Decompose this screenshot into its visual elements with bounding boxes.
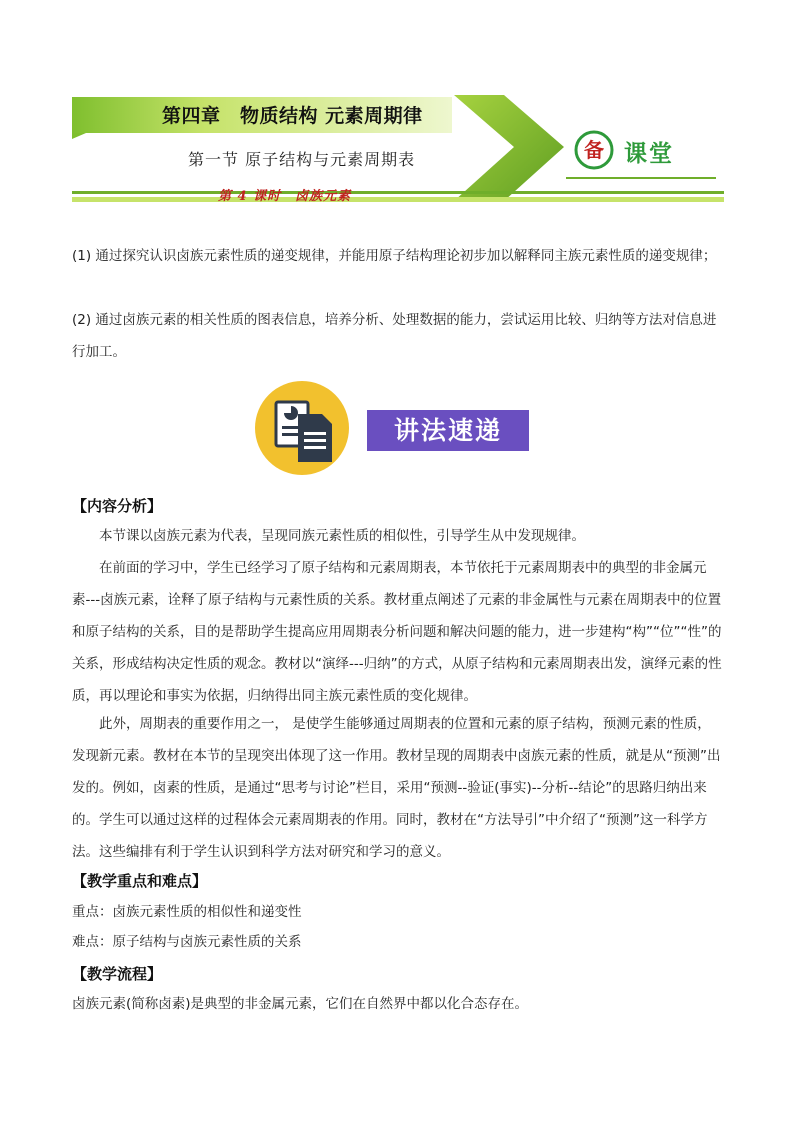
- objective-1: (1) 通过探究认识卤族元素性质的递变规律，并能用原子结构理论初步加以解释同主族元素性质的递变规律；: [72, 248, 717, 264]
- content-paragraph-2: 在前面的学习中，学生已经学习了原子结构和元素周期表，本节依托于元素周期表中的典型的非金属元素---卤族元素，诠释了原子结构与元素性质的关系。教材重点阐述了元素的非金属性与元素在周期表中的位置和原子结构的关系，目的是帮助学生提高应用周期表分析问题和解决问题的能力，进一步建构“构”“位”“性”的关系，形成结构决定性质的观念。教材以“演绎---归纳”的方式，从原子结构和元素周期表出发，演绎元素的性质，再以理论和事实为依据，归纳得出同主族元素性质的变化规律。: [72, 560, 722, 704]
- content-analysis-heading: 【内容分析】: [72, 497, 163, 515]
- key-focus: 重点：卤族元素性质的相似性和递变性: [72, 904, 302, 920]
- key-points-heading: 【教学重点和难点】: [72, 872, 208, 890]
- header-banner: [72, 95, 724, 205]
- chapter-title: 第四章 物质结构 元素周期律: [162, 105, 423, 127]
- lecture-label: 讲法速递: [367, 410, 529, 451]
- content-paragraph-1: 本节课以卤族元素为代表，呈现同族元素性质的相似性，引导学生从中发现规律。: [99, 528, 585, 544]
- flow-text: 卤族元素(简称卤素)是典型的非金属元素，它们在自然界中都以化合态存在。: [72, 996, 529, 1012]
- objective-2: (2) 通过卤族元素的相关性质的图表信息，培养分析、处理数据的能力，尝试运用比较、归纳等方法对信息进行加工。: [72, 312, 717, 360]
- key-difficulty: 难点：原子结构与卤族元素性质的关系: [72, 934, 302, 950]
- content-paragraph-3: 此外，周期表的重要作用之一， 是使学生能够通过周期表的位置和元素的原子结构，预测元素的性质，发现新元素。教材在本节的呈现突出体现了这一作用。教材呈现的周期表中卤族元素的性质，就是从“预测”出发的。例如，卤素的性质，是通过“思考与讨论”栏目，采用“预测--验证(事实)--分析--结论”的思路归纳出来的。学生可以通过这样的过程体会元素周期表的作用。同时，教材在“方法导引”中介绍了“预测”这一科学方法。这些编排有利于学生认识到科学方法对研究和学习的意义。: [72, 716, 721, 860]
- lesson-title: 第 4 课时 卤族元素: [218, 189, 352, 204]
- document-icon: [254, 380, 354, 484]
- brand-text: 课堂: [624, 141, 674, 167]
- section-title: 第一节 原子结构与元素周期表: [188, 150, 416, 169]
- brand-logo-char: 备: [584, 138, 604, 162]
- flow-heading: 【教学流程】: [72, 965, 163, 983]
